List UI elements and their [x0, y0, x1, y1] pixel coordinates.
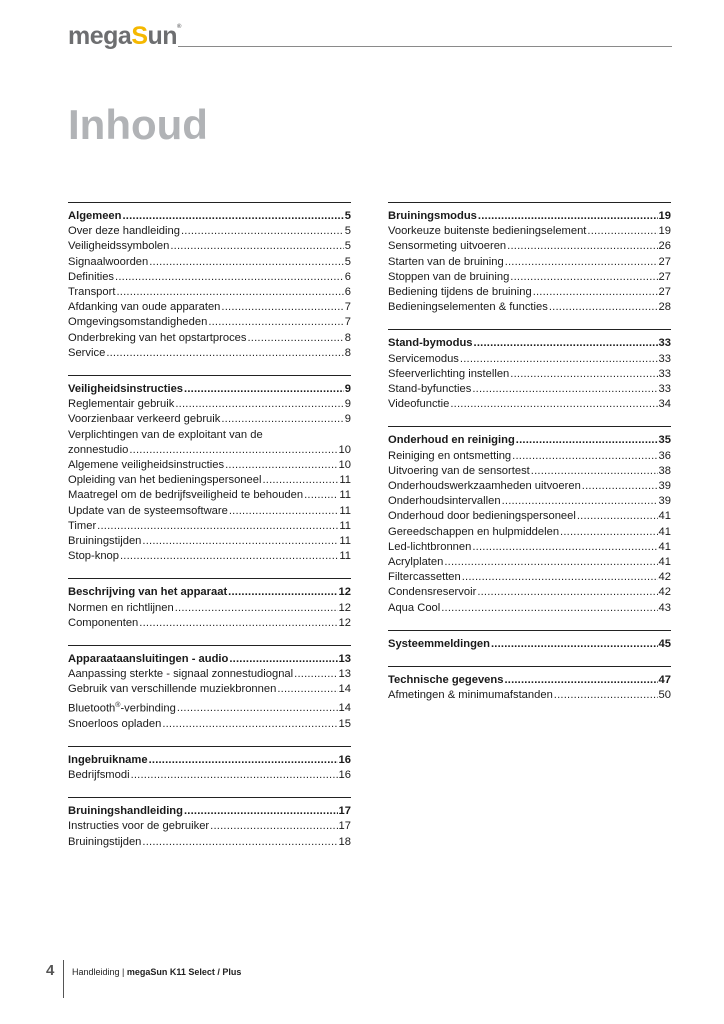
- toc-page-number: 7: [344, 316, 351, 329]
- leader-dots: [450, 397, 657, 412]
- leader-dots: [149, 255, 344, 270]
- leader-dots: [175, 601, 338, 616]
- toc-page-number: 7: [344, 301, 351, 314]
- leader-dots: [229, 652, 337, 667]
- leader-dots: [116, 285, 343, 300]
- footer-divider: [63, 960, 64, 998]
- toc-section-heading[interactable]: [68, 804, 351, 819]
- toc-entry[interactable]: [388, 285, 671, 300]
- leader-dots: [221, 300, 343, 315]
- leader-dots: [554, 688, 658, 703]
- toc-entry-label: Maatregel om de bedrijfsveiligheid te behouden: [68, 489, 304, 502]
- toc-entry-label: Onderhoudsintervallen: [388, 495, 501, 508]
- toc-page-number: 36: [658, 449, 671, 462]
- toc-page-number: 12: [338, 616, 351, 629]
- page-number: 4: [46, 962, 55, 979]
- toc-page-number: 35: [658, 434, 671, 447]
- toc-heading-label: Bruiningshandleiding: [68, 805, 183, 818]
- toc-entry[interactable]: [388, 270, 671, 285]
- toc-entry-label: Sensormeting uitvoeren: [388, 240, 507, 253]
- toc-entry[interactable]: [388, 300, 671, 315]
- toc-entry-label: Condensreservoir: [388, 586, 477, 599]
- leader-dots: [129, 443, 337, 458]
- megasun-logo: megaSun®: [68, 22, 181, 50]
- toc-entry-label: Gebruik van verschillende muziekbronnen: [68, 683, 277, 696]
- leader-dots: [560, 525, 658, 540]
- toc-page-number: 12: [338, 586, 351, 599]
- toc-page-number: 17: [338, 820, 351, 833]
- toc-entry[interactable]: [68, 315, 351, 330]
- toc-section-heading[interactable]: [388, 336, 671, 351]
- toc-entry[interactable]: [68, 682, 351, 697]
- toc-page-number: 34: [658, 398, 671, 411]
- toc-entry[interactable]: [388, 479, 671, 494]
- toc-heading-label: Beschrijving van het apparaat: [68, 586, 228, 599]
- toc-entry-label: Afdanking van oude apparaten: [68, 301, 221, 314]
- toc-entry[interactable]: [68, 346, 351, 361]
- toc-entry-label: Bediening tijdens de bruining: [388, 286, 532, 299]
- toc-right-column: [388, 202, 671, 717]
- toc-entry[interactable]: [388, 494, 671, 509]
- toc-entry-label: Stand-byfuncties: [388, 383, 472, 396]
- toc-entry[interactable]: [68, 239, 351, 254]
- toc-entry-label: Service: [68, 346, 106, 359]
- toc-page-number: 26: [658, 240, 671, 253]
- toc-page-number: 27: [658, 270, 671, 283]
- leader-dots: [221, 412, 343, 427]
- toc-page-number: 10: [338, 443, 351, 456]
- toc-page-number: 39: [658, 480, 671, 493]
- toc-page-number: 41: [658, 525, 671, 538]
- leader-dots: [472, 382, 657, 397]
- toc-heading-label: Technische gegevens: [388, 674, 504, 687]
- toc-page-number: 42: [658, 586, 671, 599]
- leader-dots: [531, 464, 658, 479]
- toc-section-heading[interactable]: [388, 433, 671, 448]
- toc-entry[interactable]: [388, 464, 671, 479]
- toc-entry-label: Veiligheidssymbolen: [68, 240, 170, 253]
- toc-section-heading[interactable]: [68, 209, 351, 224]
- toc-entry-label: Reiniging en ontsmetting: [388, 449, 512, 462]
- toc-entry[interactable]: [68, 835, 351, 850]
- leader-dots: [210, 819, 337, 834]
- toc-entry[interactable]: [68, 504, 351, 519]
- leader-dots: [142, 835, 337, 850]
- toc-entry[interactable]: [68, 549, 351, 564]
- toc-page-number: 41: [658, 540, 671, 553]
- toc-section: [388, 630, 671, 652]
- toc-entry-label: Servicemodus: [388, 352, 459, 365]
- toc-entry[interactable]: [68, 224, 351, 239]
- leader-dots: [229, 504, 339, 519]
- toc-entry[interactable]: [68, 331, 351, 346]
- leader-dots: [510, 270, 657, 285]
- toc-page-number: 45: [658, 637, 671, 650]
- toc-section: [68, 202, 351, 361]
- toc-page-number: 15: [338, 717, 351, 730]
- toc-page-number: 17: [338, 805, 351, 818]
- toc-entry-label: Videofunctie: [388, 398, 450, 411]
- leader-dots: [478, 209, 658, 224]
- leader-dots: [294, 667, 337, 682]
- toc-page-number: 16: [338, 769, 351, 782]
- toc-entry[interactable]: [68, 443, 351, 458]
- toc-page-number: 11: [339, 519, 351, 532]
- toc-entry-label: Onderbreking van het opstartproces: [68, 331, 247, 344]
- leader-dots: [184, 804, 338, 819]
- toc-entry-label: Starten van de bruining: [388, 255, 504, 268]
- leader-dots: [472, 540, 657, 555]
- toc-entry[interactable]: [388, 509, 671, 524]
- leader-dots: [177, 701, 338, 716]
- toc-entry[interactable]: [68, 534, 351, 549]
- toc-entry[interactable]: [388, 382, 671, 397]
- toc-entry[interactable]: [388, 449, 671, 464]
- leader-dots: [208, 315, 343, 330]
- toc-entry[interactable]: [388, 555, 671, 570]
- toc-entry[interactable]: [68, 667, 351, 682]
- toc-entry-label: Onderhoud door bedieningspersoneel: [388, 510, 576, 523]
- toc-entry-label: Timer: [68, 519, 97, 532]
- toc-entry-label: Bluetooth®-verbinding: [68, 701, 176, 715]
- toc-entry-label: Bedieningselementen & functies: [388, 301, 548, 314]
- toc-entry[interactable]: [388, 601, 671, 616]
- toc-page-number: 42: [658, 571, 671, 584]
- leader-dots: [149, 753, 338, 768]
- toc-page-number: 5: [344, 210, 351, 222]
- toc-section-heading[interactable]: [68, 585, 351, 600]
- leader-dots: [460, 352, 658, 367]
- toc-entry[interactable]: [68, 397, 351, 412]
- toc-entry[interactable]: [68, 819, 351, 834]
- header-rule: [178, 46, 672, 47]
- toc-entry[interactable]: [68, 458, 351, 473]
- leader-dots: [587, 224, 657, 239]
- toc-entry[interactable]: [388, 688, 671, 703]
- toc-entry[interactable]: [388, 224, 671, 239]
- toc-entry-label: Componenten: [68, 616, 139, 629]
- leader-dots: [549, 300, 658, 315]
- toc-entry-label: Opleiding van het bedieningspersoneel: [68, 474, 262, 487]
- leader-dots: [120, 549, 338, 564]
- toc-entry-label: Voorkeuze buitenste bedieningselement: [388, 225, 587, 238]
- toc-section: [68, 746, 351, 783]
- toc-entry-label: Reglementair gebruik: [68, 398, 175, 411]
- toc-page-number: 33: [658, 383, 671, 396]
- toc-page-number: 6: [344, 270, 351, 283]
- toc-page-number: 9: [344, 398, 351, 411]
- toc-page-number: 14: [338, 702, 351, 715]
- toc-page-number: 5: [344, 240, 351, 253]
- toc-entry[interactable]: [68, 616, 351, 631]
- leader-dots: [474, 336, 658, 351]
- leader-dots: [505, 255, 658, 270]
- toc-entry-label: Bedrijfsmodi: [68, 769, 130, 782]
- toc-page-number: 16: [338, 753, 351, 766]
- toc-section: [388, 666, 671, 703]
- toc-entry[interactable]: [68, 473, 351, 488]
- toc-page-number: 11: [339, 474, 351, 487]
- toc-section: [388, 202, 671, 315]
- toc-page-number: 43: [658, 601, 671, 614]
- toc-page-number: 8: [344, 331, 351, 344]
- toc-page-number: 28: [658, 301, 671, 314]
- leader-dots: [533, 285, 658, 300]
- toc-page-number: 6: [344, 286, 351, 299]
- toc-page-number: 33: [658, 337, 671, 350]
- footer-text: Handleiding | megaSun K11 Select / Plus: [72, 967, 242, 977]
- toc-entry-label: Onderhoudswerkzaamheden uitvoeren: [388, 480, 581, 493]
- toc-heading-label: Bruiningsmodus: [388, 210, 477, 222]
- toc-entry[interactable]: [388, 397, 671, 412]
- leader-dots: [304, 488, 338, 503]
- toc-heading-label: Apparaataansluitingen - audio: [68, 653, 229, 666]
- leader-dots: [510, 367, 657, 382]
- toc-entry-label: Definities: [68, 270, 115, 283]
- toc-page-number: 19: [658, 210, 671, 222]
- leader-dots: [577, 509, 658, 524]
- toc-page-number: 9: [344, 413, 351, 426]
- toc-entry[interactable]: [388, 570, 671, 585]
- toc-entry-label: Normen en richtlijnen: [68, 601, 174, 614]
- toc-entry[interactable]: [68, 698, 351, 717]
- toc-entry-label: Snoerloos opladen: [68, 717, 162, 730]
- toc-entry-label: Transport: [68, 286, 116, 299]
- toc-entry-label: Signaalwoorden: [68, 255, 149, 268]
- toc-section: [68, 797, 351, 850]
- toc-page-number: 19: [658, 225, 671, 238]
- toc-entry-label: Stop-knop: [68, 550, 119, 563]
- toc-entry-label: Sfeerverlichting instellen: [388, 367, 510, 380]
- toc-page-number: 5: [344, 255, 351, 268]
- toc-entry[interactable]: [68, 717, 351, 732]
- toc-page-number: 13: [338, 668, 351, 681]
- leader-dots: [441, 601, 657, 616]
- toc-section: [68, 375, 351, 564]
- toc-page-number: 47: [658, 674, 671, 687]
- toc-entry-label: zonnestudio: [68, 443, 129, 456]
- toc-section-heading[interactable]: [388, 637, 671, 652]
- toc-section-heading[interactable]: [68, 652, 351, 667]
- toc-entry[interactable]: [68, 519, 351, 534]
- toc-page-number: 27: [658, 255, 671, 268]
- toc-page-number: 9: [344, 383, 351, 396]
- toc-entry[interactable]: [388, 352, 671, 367]
- leader-dots: [97, 519, 338, 534]
- toc-page-number: 12: [338, 601, 351, 614]
- leader-dots: [139, 616, 337, 631]
- toc-page-number: 10: [338, 459, 351, 472]
- toc-entry-label: Acrylplaten: [388, 556, 444, 569]
- leader-dots: [106, 346, 343, 361]
- toc-entry-label: Algemene veiligheidsinstructies: [68, 459, 225, 472]
- leader-dots: [477, 585, 657, 600]
- toc-entry[interactable]: [388, 255, 671, 270]
- toc-entry-label: Bruiningstijden: [68, 835, 142, 848]
- leader-dots: [225, 458, 337, 473]
- toc-entry-label: Instructies voor de gebruiker: [68, 820, 210, 833]
- leader-dots: [582, 479, 658, 494]
- toc-entry-label: Led-lichtbronnen: [388, 540, 472, 553]
- toc-page-number: 50: [658, 689, 671, 702]
- toc-entry[interactable]: [68, 285, 351, 300]
- toc-page-number: 11: [339, 504, 351, 517]
- toc-entry-label: Gereedschappen en hulpmiddelen: [388, 525, 560, 538]
- leader-dots: [162, 717, 337, 732]
- toc-page-number: 8: [344, 346, 351, 359]
- toc-left-column: [68, 202, 351, 864]
- toc-entry[interactable]: [68, 601, 351, 616]
- toc-section: [68, 578, 351, 631]
- leader-dots: [444, 555, 657, 570]
- toc-entry[interactable]: [68, 412, 351, 427]
- toc-page-number: 5: [344, 225, 351, 238]
- toc-entry[interactable]: [388, 367, 671, 382]
- toc-entry-label: Aqua Cool: [388, 601, 441, 614]
- leader-dots: [247, 331, 343, 346]
- toc-entry[interactable]: [388, 525, 671, 540]
- toc-section: [68, 645, 351, 732]
- toc-entry[interactable]: [388, 239, 671, 254]
- leader-dots: [170, 239, 343, 254]
- toc-entry-label: Voorzienbaar verkeerd gebruik: [68, 413, 221, 426]
- toc-entry[interactable]: [68, 768, 351, 783]
- toc-section-heading[interactable]: [68, 753, 351, 768]
- toc-entry-label: Omgevingsomstandigheden: [68, 316, 208, 329]
- leader-dots: [504, 673, 657, 688]
- toc-entry-label: Stoppen van de bruining: [388, 270, 510, 283]
- toc-entry-label: Bruiningstijden: [68, 535, 142, 548]
- toc-entry[interactable]: [68, 300, 351, 315]
- toc-heading-label: Ingebruikname: [68, 753, 148, 766]
- toc-page-number: 11: [339, 535, 351, 548]
- leader-dots: [122, 209, 343, 224]
- toc-heading-label: Algemeen: [68, 210, 122, 222]
- leader-dots: [181, 224, 344, 239]
- leader-dots: [491, 637, 658, 652]
- toc-heading-label: Onderhoud en reiniging: [388, 434, 515, 447]
- leader-dots: [277, 682, 337, 697]
- leader-dots: [502, 494, 658, 509]
- toc-section: [388, 426, 671, 615]
- toc-entry[interactable]: [388, 540, 671, 555]
- toc-heading-label: Stand-bymodus: [388, 337, 473, 350]
- toc-section-heading[interactable]: [388, 209, 671, 224]
- toc-section-heading[interactable]: [388, 673, 671, 688]
- leader-dots: [512, 449, 657, 464]
- toc-page-number: 33: [658, 352, 671, 365]
- toc-page-number: 33: [658, 367, 671, 380]
- page-title: Inhoud: [68, 101, 208, 148]
- leader-dots: [184, 382, 344, 397]
- toc-entry-label: Uitvoering van de sensortest: [388, 464, 530, 477]
- toc-page-number: 11: [339, 550, 351, 563]
- toc-page-number: 38: [658, 464, 671, 477]
- toc-entry[interactable]: [388, 585, 671, 600]
- toc-heading-label: Systeemmeldingen: [388, 637, 490, 650]
- toc-page-number: 14: [338, 683, 351, 696]
- toc-entry-label: Over deze handleiding: [68, 225, 180, 238]
- toc-heading-label: Veiligheidsinstructies: [68, 383, 184, 396]
- leader-dots: [131, 768, 338, 783]
- toc-entry-label: Aanpassing sterkte - signaal zonnestudiognal: [68, 668, 294, 681]
- toc-page-number: 13: [338, 653, 351, 666]
- leader-dots: [507, 239, 657, 254]
- leader-dots: [516, 433, 658, 448]
- toc-page-number: 18: [338, 835, 351, 848]
- toc-page-number: 41: [658, 510, 671, 523]
- leader-dots: [462, 570, 658, 585]
- toc-entry-label: Update van de systeemsoftware: [68, 504, 228, 517]
- toc-section-heading[interactable]: [68, 382, 351, 397]
- leader-dots: [115, 270, 344, 285]
- toc-entry-label: Afmetingen & minimumafstanden: [388, 689, 553, 702]
- toc-page-number: 41: [658, 556, 671, 569]
- leader-dots: [228, 585, 337, 600]
- toc-entry[interactable]: [68, 255, 351, 270]
- toc-entry[interactable]: [68, 270, 351, 285]
- toc-page-number: 11: [339, 489, 351, 502]
- leader-dots: [142, 534, 338, 549]
- toc-page-number: 39: [658, 495, 671, 508]
- toc-section: [388, 329, 671, 412]
- leader-dots: [175, 397, 343, 412]
- toc-page-number: 27: [658, 286, 671, 299]
- toc-entry[interactable]: [68, 488, 351, 503]
- toc-entry-label: Filtercassetten: [388, 571, 461, 584]
- leader-dots: [262, 473, 338, 488]
- toc-entry-line1[interactable]: Verplichtingen van de exploitant van de: [68, 428, 263, 441]
